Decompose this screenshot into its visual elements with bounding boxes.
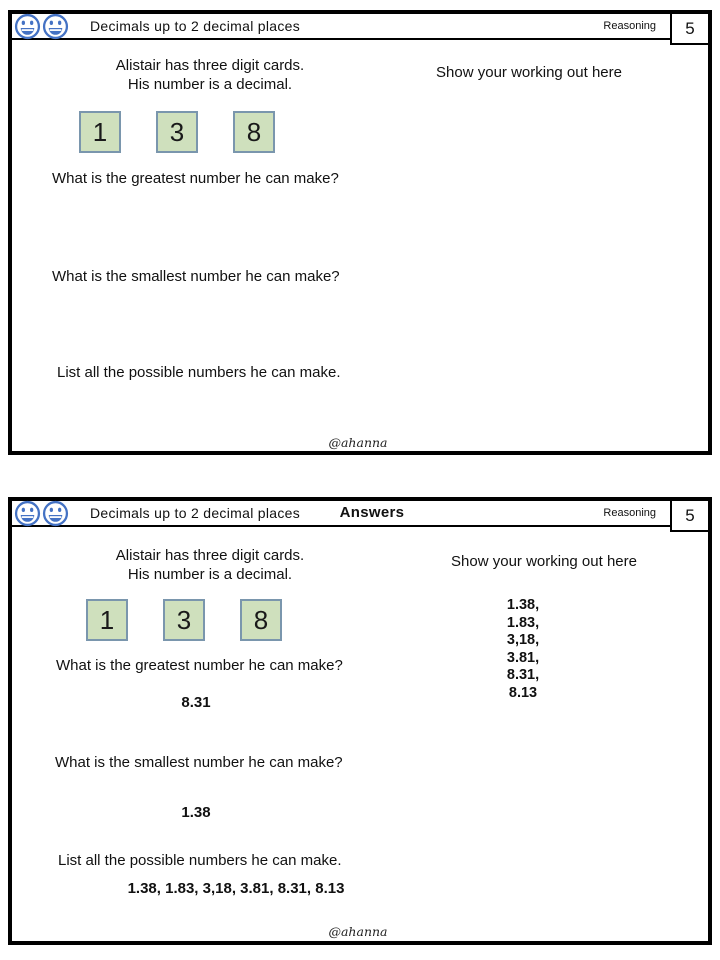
digit-card-3: 3	[156, 111, 198, 153]
intro-line-1: Alistair has three digit cards.	[115, 57, 305, 74]
digit-cards	[86, 599, 282, 641]
smiley-icon	[42, 13, 69, 40]
working-answer-line: 3.81,	[506, 649, 540, 666]
answers-header	[12, 501, 708, 527]
watermark: @ahanna	[328, 924, 388, 939]
intro-line-1: Alistair has three digit cards.	[115, 547, 305, 564]
worksheet-title: Decimals up to 2 decimal places	[90, 505, 301, 521]
working-answer-line: 3,18,	[506, 632, 540, 648]
digit-card-3: 3	[163, 599, 205, 641]
question-intro	[45, 56, 375, 94]
smiley-icon	[42, 500, 69, 527]
answers-panel	[8, 497, 712, 945]
page-number: 5	[670, 14, 708, 45]
watermark: @ahanna	[328, 435, 388, 450]
working-out-answers	[443, 597, 603, 702]
answer-list-inline: 1.38, 1.83, 3,18, 3.81, 8.31, 8.13	[127, 880, 345, 897]
page-number: 5	[670, 501, 708, 532]
worksheet-title: Decimals up to 2 decimal places	[90, 18, 301, 34]
working-answer-line: 8.31,	[506, 667, 540, 683]
working-answer-line: 8.13	[508, 684, 538, 701]
question-list-all: List all the possible numbers he can make.	[57, 364, 341, 381]
digit-cards	[79, 111, 275, 153]
reasoning-label: Reasoning	[603, 20, 656, 32]
digit-card-8: 8	[233, 111, 275, 153]
working-answer-line: 1.38,	[506, 597, 540, 613]
question-greatest: What is the greatest number he can make?	[56, 657, 343, 674]
digit-card-1: 1	[86, 599, 128, 641]
working-answer-line: 1.83,	[506, 614, 540, 631]
smiley-icon	[14, 500, 41, 527]
answer-smallest: 1.38	[181, 804, 211, 821]
question-panel	[8, 10, 712, 455]
digit-card-8: 8	[240, 599, 282, 641]
question-intro	[45, 546, 375, 584]
question-greatest: What is the greatest number he can make?	[52, 170, 339, 187]
smiley-icon	[14, 13, 41, 40]
question-smallest: What is the smallest number he can make?	[52, 268, 340, 285]
intro-line-2: His number is a decimal.	[127, 76, 293, 93]
intro-line-2: His number is a decimal.	[127, 566, 293, 583]
digit-card-1: 1	[79, 111, 121, 153]
question-smallest: What is the smallest number he can make?	[55, 754, 343, 771]
smiley-icons	[14, 13, 69, 40]
question-header	[12, 14, 708, 40]
reasoning-label: Reasoning	[603, 507, 656, 519]
answers-title: Answers	[339, 504, 405, 521]
working-out-label: Show your working out here	[436, 64, 622, 81]
working-out-label: Show your working out here	[451, 553, 637, 570]
question-list-all: List all the possible numbers he can make.	[58, 852, 342, 869]
answer-greatest: 8.31	[181, 694, 211, 711]
smiley-icons	[14, 500, 69, 527]
